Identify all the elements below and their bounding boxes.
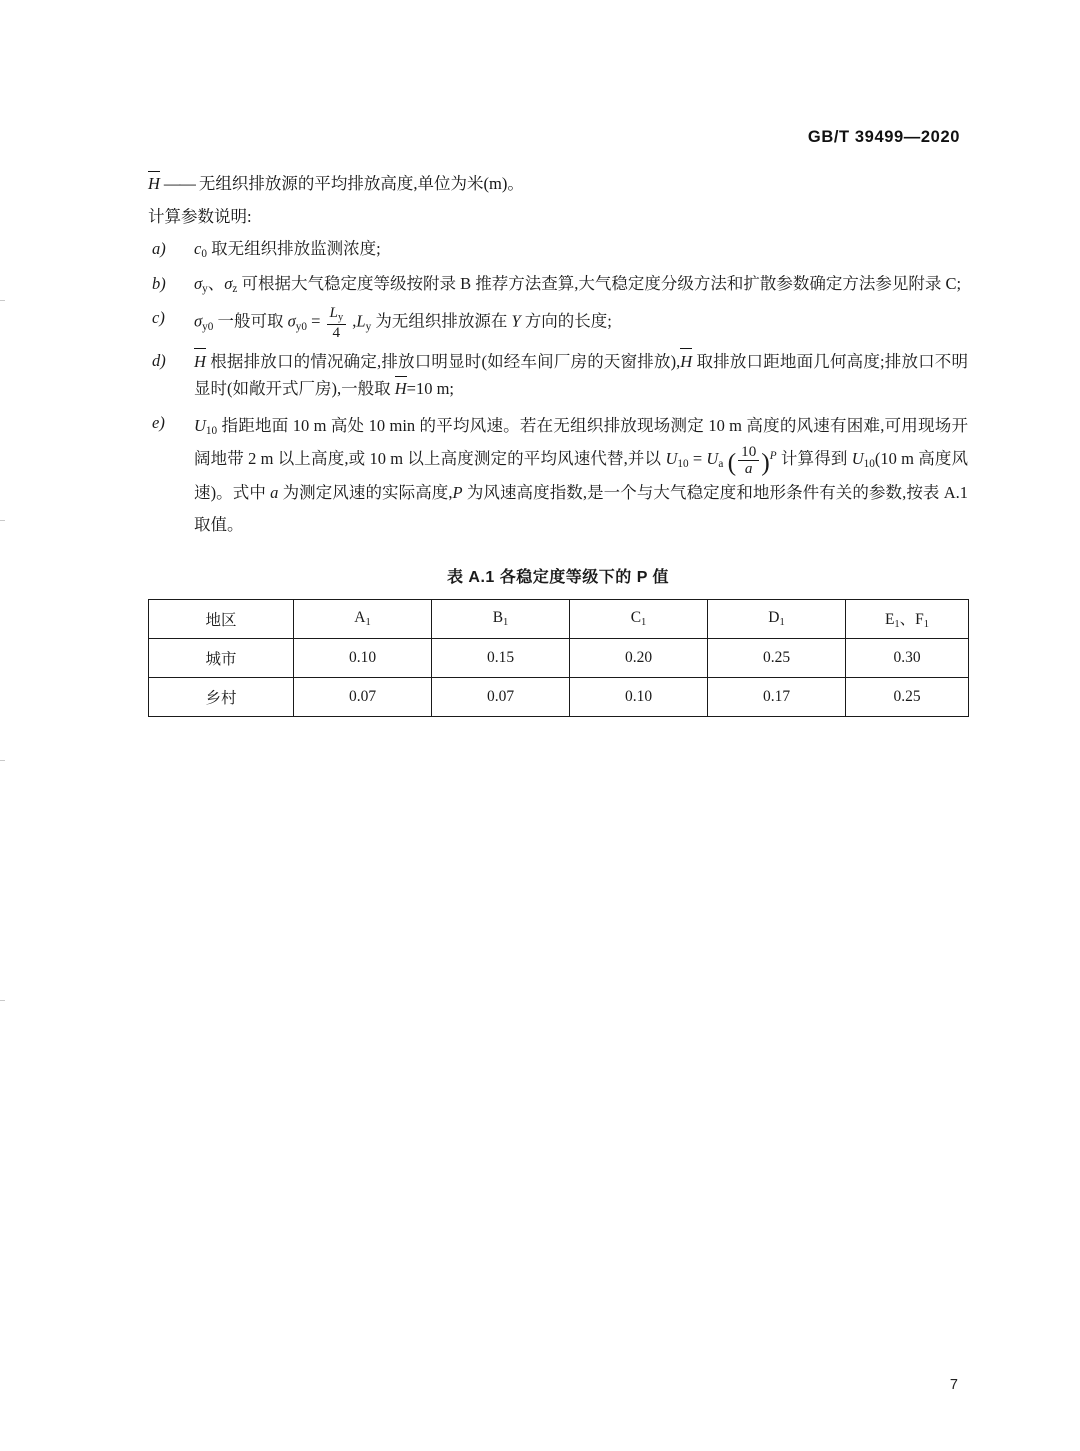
edge-mark [0, 300, 5, 301]
table-cell: 0.10 [294, 638, 432, 677]
table-title: 表 A.1 各稳定度等级下的 P 值 [446, 568, 670, 586]
table-header-cell: $C_1$ [570, 599, 708, 638]
list-item [148, 236, 968, 263]
table-cell: 0.07 [294, 677, 432, 716]
edge-mark [0, 760, 5, 761]
edge-mark [0, 520, 5, 521]
parameter-intro-label: 计算参数说明: [148, 206, 252, 226]
list-item-e-body: $U_{10}$ 指距地面 10 m 高处 10 min 的平均风速。若在无组织排放现场测定 10 m 高度的风速有困难,可用现场开阔地带 2 m 以上高度,或 10 m 以上高度测定的平均风速代替,并以 $U_{10} = U_a$ ( $\frac{10}{a}$ )$^P$ 计算得到 $U_{10}(10$ m 高度风速)。式中 a 为测定风速的实际高度,P 为风速高度指数,是一个与大气稳定度和地形条件有关的参数,按表 A.1 取值。 [194, 416, 969, 535]
list-marker-b: b) [152, 273, 166, 293]
definition-text: 无组织排放源的平均排放高度,单位为米(m)。 [198, 174, 524, 193]
definition-dash: —— [163, 174, 195, 193]
list-marker-d: d) [152, 350, 166, 370]
table-header-cell: $E_1$、$F_1$ [846, 599, 969, 638]
list-item-a-body: $c_0$ 取无组织排放监测浓度; [194, 239, 381, 261]
table-row-label: 城市 [149, 638, 294, 677]
table-cell: 0.20 [570, 638, 708, 677]
table-row-label: 乡村 [149, 677, 294, 716]
list-marker-e: e) [152, 413, 165, 433]
table-header-row [149, 599, 969, 638]
table-header-cell: $D_1$ [708, 599, 846, 638]
page-number: 7 [949, 1377, 958, 1393]
list-marker-c: c) [152, 308, 165, 328]
table-cell: 0.15 [432, 638, 570, 677]
table-header-cell: $A_1$ [294, 599, 432, 638]
list-item-b-body: $\sigma_y$、$\sigma_z$ 可根据大气稳定度等级按附录 B 推荐方法查算,大气稳定度分级方法和扩散参数确定方法参见附录 C; [194, 273, 962, 295]
list-item [148, 305, 968, 341]
table-cell: 0.30 [846, 638, 969, 677]
table-cell: 0.07 [432, 677, 570, 716]
list-marker-a: a) [152, 239, 166, 259]
list-item-c-body: $\sigma_{y0}$ 一般可取 $\sigma_{y0}$ = $\frac{L_y}{4}$ $,L_y$ 为无组织排放源在 Y 方向的长度; [194, 304, 612, 341]
table-row [149, 638, 969, 677]
symbol-definition-line [148, 170, 968, 198]
table-cell: 0.17 [708, 677, 846, 716]
list-item [148, 410, 968, 541]
list-item [148, 271, 968, 298]
page-header-standard-number: GB/T 39499—2020 [807, 128, 960, 146]
fraction-ly-4: $\frac{L_y}{4}$ [327, 305, 347, 341]
list-item [148, 348, 968, 403]
table-header-cell: $B_1$ [432, 599, 570, 638]
edge-mark [0, 1000, 5, 1001]
document-body [148, 170, 968, 717]
list-item-d-body: H 根据排放口的情况确定,排放口明显时(如经车间厂房的天窗排放),H 取排放口距地面几何高度;排放口不明显时(如敞开式厂房),一般取 H=10 m; [194, 348, 968, 403]
table-cell: 0.25 [846, 677, 969, 716]
table-row [149, 677, 969, 716]
parameter-list [148, 236, 968, 541]
power-expression: ( $\frac{10}{a}$ )$^P$ [727, 443, 777, 478]
h-bar-symbol: H [148, 170, 160, 198]
p-value-table [148, 599, 969, 717]
table-cell: 0.10 [570, 677, 708, 716]
table-header-cell: 地区 [149, 599, 294, 638]
table-cell: 0.25 [708, 638, 846, 677]
